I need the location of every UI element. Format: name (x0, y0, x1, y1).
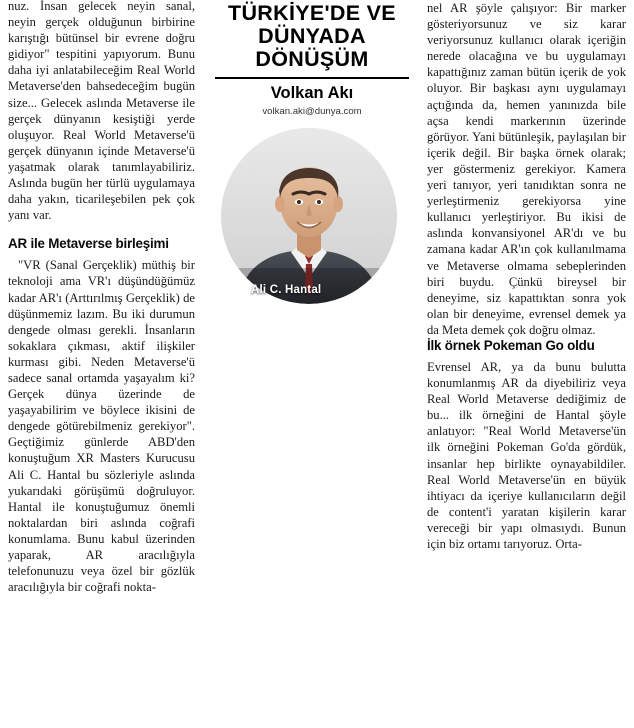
portrait-photo (221, 128, 397, 304)
author-name: Volkan Akı (270, 84, 354, 102)
photo-caption: Ali C. Hantal (251, 284, 322, 296)
subheading-ar-metaverse: AR ile Metaverse birleşimi (8, 236, 169, 252)
left-column (0, 0, 207, 728)
paragraph: nel AR şöyle çalışıyor: Bir marker gösteriyorsunuz ve siz karar veriyorsunuz kullanıcı olarak içeriğin nerede olacağına ve bu uygulamayı kapattığınız zaman bütün içerik de yok oluyor. Bir başkası aynı uygulamayı açtığında da, hemen yanınızda bile açsa kendi markerının üzerinde görüyor. Yani bütünleşik, paylaşılan bir içerik değil. Bir başka örnek olarak; yer göstermeniz gerekiyor. Kamera yeri tanıyor, yeri tanıdıktan sonra ne yerleştirmeniz gerekiyorsa yine kullanıcı yerleştiriyor. Bu ikisi de aslında konvansiyonel AR'dı ve bu zamana kadar AR'ın çok kullanılmama ve Metaverse olmama sebeplerinden biri buydu. Çünkü bireysel bir deneyime, siz kapattıktan sonra yok olan bir deneyime, evrensel demek ya da Meta demek çok doğru olmaz. (427, 1, 626, 337)
portrait-photo-icon (221, 128, 397, 304)
headline-line-2: DÜNYADA DÖNÜŞÜM (255, 24, 369, 71)
paragraph: Evrensel AR, ya da bunu bulutta konumlanmış AR da diyebiliriz veya Real World Metaverse dediğimiz de bu... ilk örneğini de Hantal şöyle anlatıyor: "Real World Metaverse'ün ilk örneğini Pokeman Go'da gördük, insanlar hep birlikte oynayabildiler. Real World Metaverse'ün en büyük ihtiyacı da içeriye kullanıcıların değil de content'i yaratan kişilerin karar vereceği bir yapı olmasıydı. Bunun için biz ortamı tarıyoruz. Orta- (427, 359, 626, 551)
right-column (419, 0, 634, 728)
article-masthead (215, 0, 409, 118)
paragraph: nuz. İnsan gelecek neyin sanal, neyin gerçek olduğunun birbirine karıştığı bütünsel bir evrene doğru gidiyor" tespitini yapıyorum. Bunu daha iyi anlatabileceğim Real World Metaverse'den bahsedeceğim bugün size... Gelecek aslında Metaverse ile gerçek dünyanın kesiştiği yerde oluşuyor. Real World Metaverse'ü gerçek dünyanın içinde Metaverse'ü yaşatmak olarak tanımlayabiliriz. Aslında bugün her türlü uygulamaya daha yakın, ticarileşebilen pek çok yanı var. (8, 0, 195, 223)
left-column-body (8, 0, 195, 223)
right-column-top-continuation (427, 0, 626, 338)
middle-column (207, 0, 419, 728)
author-email[interactable]: volkan.aki@dunya.com (262, 106, 362, 117)
headline-line-1: TÜRKİYE'DE VE (228, 1, 396, 25)
paragraph: "VR (Sanal Gerçeklik) müthiş bir teknoloji ama VR'ı düşündüğümüz kadar AR'ı (Arttırılmış Gerçeklik) de düşünmemiz lazım. Bu iki durumun dengede olması gerekli. İnsanların sokaklara çıkması, aktif ilişkiler kurması gibi. Neden Metaverse'ü sadece sanal ortamda yaşayalım ki? Gerçek dünya üzerinde de yaşayabilirim ve böylece ikisini de dengede götürebilmeniz gerekiyor". Geçtiğimiz günlerde ABD'den konuştuğum XR Masters Kurucusu Ali C. Hantal bu sözleriyle aslında yukarıdaki görüşümü doğruluyor. Hantal ile konuştuğumuz önemli noktalardan biri aslında coğrafi konumlama. Bunu kabul üzerinden yaparak, AR aracılığıyla telefonunuzu veya özel bir gözlük aracılığıyla bir coğrafi nokta- (8, 258, 195, 595)
subheading-pokeman-go: İlk örnek Pokeman Go oldu (427, 337, 595, 353)
headline-divider (215, 77, 409, 79)
author-photo-block (221, 128, 403, 304)
